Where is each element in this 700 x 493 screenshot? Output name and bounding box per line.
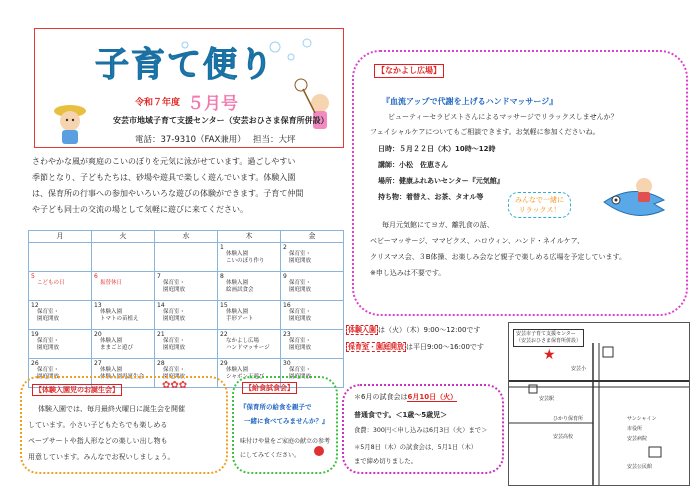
day-event: 体験入園児誕生会 xyxy=(100,374,145,380)
tomato-icon xyxy=(314,446,324,456)
day-number: 29 xyxy=(220,360,228,367)
day-event: 園庭開放 xyxy=(289,345,312,351)
day-number: 15 xyxy=(220,302,228,309)
calendar-header-cell: 金 xyxy=(281,231,344,243)
calendar-week-row xyxy=(29,330,344,359)
lunch-info-date: 6月10日（火） xyxy=(407,393,458,401)
nakayoshi-heading: 【なかよし広場】 xyxy=(374,64,444,78)
trial-label: 体験入園 xyxy=(348,326,376,334)
day-number: 5 xyxy=(31,273,35,280)
calendar-table xyxy=(28,230,344,388)
day-event: 保育室・ xyxy=(163,309,186,315)
day-number: 28 xyxy=(157,360,165,367)
open-label: 保育室・園庭開放 xyxy=(348,343,404,351)
calendar-header-cell: 木 xyxy=(218,231,281,243)
day-event: 保育室・ xyxy=(289,367,312,373)
day-event: こいのぼり作り xyxy=(226,258,265,264)
trial-hours xyxy=(346,322,498,339)
masthead-title: 子育て便り xyxy=(95,45,275,85)
map-label-line: 安芸市子育て支援センター xyxy=(516,331,576,337)
map-school: 安芸小 xyxy=(571,366,587,372)
calendar-day-cell xyxy=(92,272,155,301)
day-event: 体験入園 xyxy=(226,251,249,257)
map-center-label xyxy=(513,329,584,347)
map-box xyxy=(508,322,690,486)
day-event: 園庭開放 xyxy=(163,345,186,351)
lunch-sub1: 『保育所の給食を親子で xyxy=(240,403,312,411)
day-event: 体験入園 xyxy=(100,338,123,344)
day-event: 振替休日 xyxy=(100,280,123,286)
map-landmark5: 安芸病院 xyxy=(627,436,648,442)
nakayoshi-p3: クリスマス会、３B体操、お楽しみ会など親子で楽しめる広場を予定しています。 xyxy=(370,253,626,261)
birthday-box xyxy=(20,376,228,474)
day-event: 保育室・ xyxy=(37,309,60,315)
map-landmark3: サンシャイン xyxy=(627,416,657,422)
day-number: 8 xyxy=(220,273,224,280)
calendar-day-cell xyxy=(281,301,344,330)
bubble-line: みんなで一緒に xyxy=(515,196,564,204)
intro-line: は、保育所の行事への参加やいろいろな遊びの体験ができます。子育て仲間 xyxy=(32,189,304,198)
day-number: 19 xyxy=(31,331,39,338)
day-event: 手形アート xyxy=(226,316,254,322)
map-landmark6: 安芸公民館 xyxy=(627,464,653,470)
day-number: 9 xyxy=(283,273,287,280)
tulips-icon: ✿✿✿ xyxy=(162,380,188,391)
lunch-info-line4: ＊5月8日（木）の試食会は、5月1日（木） xyxy=(354,444,478,451)
calendar-header-row xyxy=(29,231,344,243)
day-event: 保育室・ xyxy=(289,280,312,286)
masthead-box xyxy=(34,28,344,148)
day-number: 16 xyxy=(283,302,291,309)
day-event: 体験入園 xyxy=(100,309,123,315)
map-label-line: （安芸おひさま保育所併設） xyxy=(516,338,582,344)
day-number: 30 xyxy=(283,360,291,367)
day-event: ハンドマッサージ xyxy=(226,345,270,351)
lunch-line: 味付けや量をご家庭の献立の参考 xyxy=(240,438,331,445)
calendar-day-cell xyxy=(218,301,281,330)
day-event: 保育室・ xyxy=(289,309,312,315)
nakayoshi-p4: ※申し込みは不要です。 xyxy=(370,269,446,277)
day-event: 園庭開放 xyxy=(289,287,312,293)
calendar-day-cell xyxy=(155,243,218,272)
calendar-header-cell: 月 xyxy=(29,231,92,243)
nakayoshi-items: 持ち物：着替え、お茶、タオル等 xyxy=(378,193,484,201)
day-event: 園庭開放 xyxy=(289,316,312,322)
day-event: シャボン玉遊び xyxy=(226,374,265,380)
lunch-sub2: 一緒に食べてみませんか？』 xyxy=(244,417,329,425)
day-number: 7 xyxy=(157,273,161,280)
birthday-heading: 【体験入園児のお誕生会】 xyxy=(32,384,122,396)
month-label: ５月号 xyxy=(187,94,238,114)
phone-number: 電話：37-9310（FAX兼用） xyxy=(135,135,246,145)
nakayoshi-p1: 毎月元気館にてヨガ、離乳食の話、 xyxy=(382,221,494,229)
lunch-info-prefix: ＊6月の試食会は xyxy=(354,393,408,401)
day-event: トマトの苗植え xyxy=(100,316,139,322)
day-number: 2 xyxy=(283,244,287,251)
calendar-day-cell xyxy=(155,272,218,301)
day-event: 園庭開放 xyxy=(163,287,186,293)
calendar-day-cell xyxy=(155,301,218,330)
calendar-day-cell xyxy=(218,330,281,359)
day-event: 保育室・ xyxy=(37,338,60,344)
open-hours xyxy=(346,339,498,356)
open-hours-text: は平日9:00～16:00です xyxy=(406,343,484,351)
day-event: 園庭開放 xyxy=(37,316,60,322)
intro-line: 季節となり、子どもたちは、砂場や遊具で楽しく遊んでいます。体験入園 xyxy=(32,173,296,182)
calendar-header-cell: 火 xyxy=(92,231,155,243)
lunch-info-line3: 食費：300円＜申し込みは6月3日（火）まで＞ xyxy=(354,427,488,434)
day-event: 体験入園 xyxy=(226,367,249,373)
day-number: 23 xyxy=(283,331,291,338)
calendar-day-cell xyxy=(218,243,281,272)
day-number: 14 xyxy=(157,302,165,309)
day-event: 園庭開放 xyxy=(37,374,60,380)
contact-person: 担当：大坪 xyxy=(253,135,296,145)
day-event: ままごと遊び xyxy=(100,345,134,351)
day-event: 体験入園 xyxy=(100,367,123,373)
day-number: 22 xyxy=(220,331,228,338)
calendar-day-cell xyxy=(92,301,155,330)
calendar-day-cell xyxy=(29,272,92,301)
birthday-line: 用意しています。みんなでお祝いしましょう。 xyxy=(28,453,175,461)
calendar-day-cell xyxy=(29,301,92,330)
center-name: 安芸市地域子育て支援センター（安芸おひさま保育所併設） xyxy=(113,116,329,125)
day-event: 保育室・ xyxy=(37,367,60,373)
calendar-day-cell xyxy=(281,272,344,301)
day-number: 26 xyxy=(31,360,39,367)
day-event: なかよし広場 xyxy=(226,338,260,344)
carp-streamer-icon xyxy=(594,172,674,232)
calendar-day-cell xyxy=(155,330,218,359)
map-landmark1: ひかり保育所 xyxy=(553,416,584,422)
calendar-week-row xyxy=(29,243,344,272)
hours-box xyxy=(346,322,498,356)
day-event: 体験入園 xyxy=(226,280,249,286)
day-event: 園庭開放 xyxy=(37,345,60,351)
day-number: 6 xyxy=(94,273,98,280)
lunch-info-box xyxy=(342,384,504,474)
lunch-info-line5: まで締め切りました。 xyxy=(354,458,417,465)
map-drawing xyxy=(509,323,689,485)
lunch-box xyxy=(232,376,338,474)
nakayoshi-date: 日時：５月２２日（木）10時～12時 xyxy=(378,145,496,153)
day-event: 園庭開放 xyxy=(163,374,186,380)
speech-bubble xyxy=(508,192,571,218)
day-number: 1 xyxy=(220,244,224,251)
day-event: 保育室・ xyxy=(289,338,312,344)
calendar-day-cell xyxy=(281,330,344,359)
calendar-week-row xyxy=(29,301,344,330)
bubble-line: リラックス！ xyxy=(518,206,561,214)
intro-paragraph xyxy=(32,154,342,218)
day-event: 園庭開放 xyxy=(289,258,312,264)
day-event: 園庭開放 xyxy=(163,316,186,322)
lunch-line: にしてみてください。 xyxy=(240,452,301,459)
calendar-week-row xyxy=(29,272,344,301)
day-number: 20 xyxy=(94,331,102,338)
day-event: こどもの日 xyxy=(37,280,65,286)
nakayoshi-desc1: ビューティーセラピストさんによるマッサージでリラックスしませんか？ xyxy=(388,113,618,121)
trial-hours-text: は（火）（木）9:00～12:00です xyxy=(378,326,481,334)
day-number: 13 xyxy=(94,302,102,309)
map-station: 安芸駅 xyxy=(539,396,555,402)
day-event: 保育室・ xyxy=(163,338,186,344)
day-event: 園庭開放 xyxy=(289,374,312,380)
calendar-day-cell xyxy=(92,243,155,272)
day-event: 保育室・ xyxy=(163,280,186,286)
day-number: 21 xyxy=(157,331,165,338)
day-event: 保育室・ xyxy=(289,251,312,257)
edition-label: 令和７年度 xyxy=(135,98,181,108)
lunch-info-line1 xyxy=(354,392,457,402)
map-landmark2: 安芸高校 xyxy=(553,434,574,440)
day-number: 12 xyxy=(31,302,39,309)
intro-line: や子ども同士の交流の場として気軽に遊びに来てください。 xyxy=(32,205,248,214)
birthday-line: 体験入園では、毎月最終火曜日に誕生会を開催 xyxy=(38,405,185,413)
nakayoshi-place: 場所：健康ふれあいセンター『元気館』 xyxy=(378,177,504,185)
birthday-line: しています。小さい子どもたちでも楽しめる xyxy=(28,421,168,429)
day-event: 体験入園 xyxy=(226,309,249,315)
nakayoshi-box xyxy=(352,50,688,316)
calendar-header-cell: 水 xyxy=(155,231,218,243)
location-star-icon: ★ xyxy=(543,347,556,363)
nakayoshi-teacher: 講師：小松 佐恵さん xyxy=(378,161,448,169)
child-with-hat-icon xyxy=(54,105,86,144)
birthday-line: ペープサートや指人形などの楽しい出し物も xyxy=(28,437,168,445)
calendar-day-cell xyxy=(92,330,155,359)
day-event: 保育室・ xyxy=(163,367,186,373)
intro-line: さわやかな風が爽庭のこいのぼりを元気に泳がせています。過ごしやすい xyxy=(32,157,296,166)
calendar-day-cell xyxy=(29,243,92,272)
map-landmark4: 市役所 xyxy=(627,426,643,432)
nakayoshi-desc2: フェイシャルケアについてもご相談できます。お気軽に参加くださいね。 xyxy=(370,128,600,136)
calendar-day-cell xyxy=(218,272,281,301)
lunch-heading: 【給食試食会】 xyxy=(242,382,297,394)
lunch-info-line2: 普通食です。＜1歳～5歳児＞ xyxy=(354,411,448,419)
day-event: 絵画試食会 xyxy=(226,287,254,293)
nakayoshi-subtitle: 『血流アップで代謝を上げるハンドマッサージ』 xyxy=(382,97,558,106)
calendar-day-cell xyxy=(281,243,344,272)
day-number: 27 xyxy=(94,360,102,367)
nakayoshi-p2: ベビーマッサージ、ママビクス、ハロウィン、ハンド・ネイルケア、 xyxy=(370,237,585,245)
calendar-day-cell xyxy=(29,330,92,359)
